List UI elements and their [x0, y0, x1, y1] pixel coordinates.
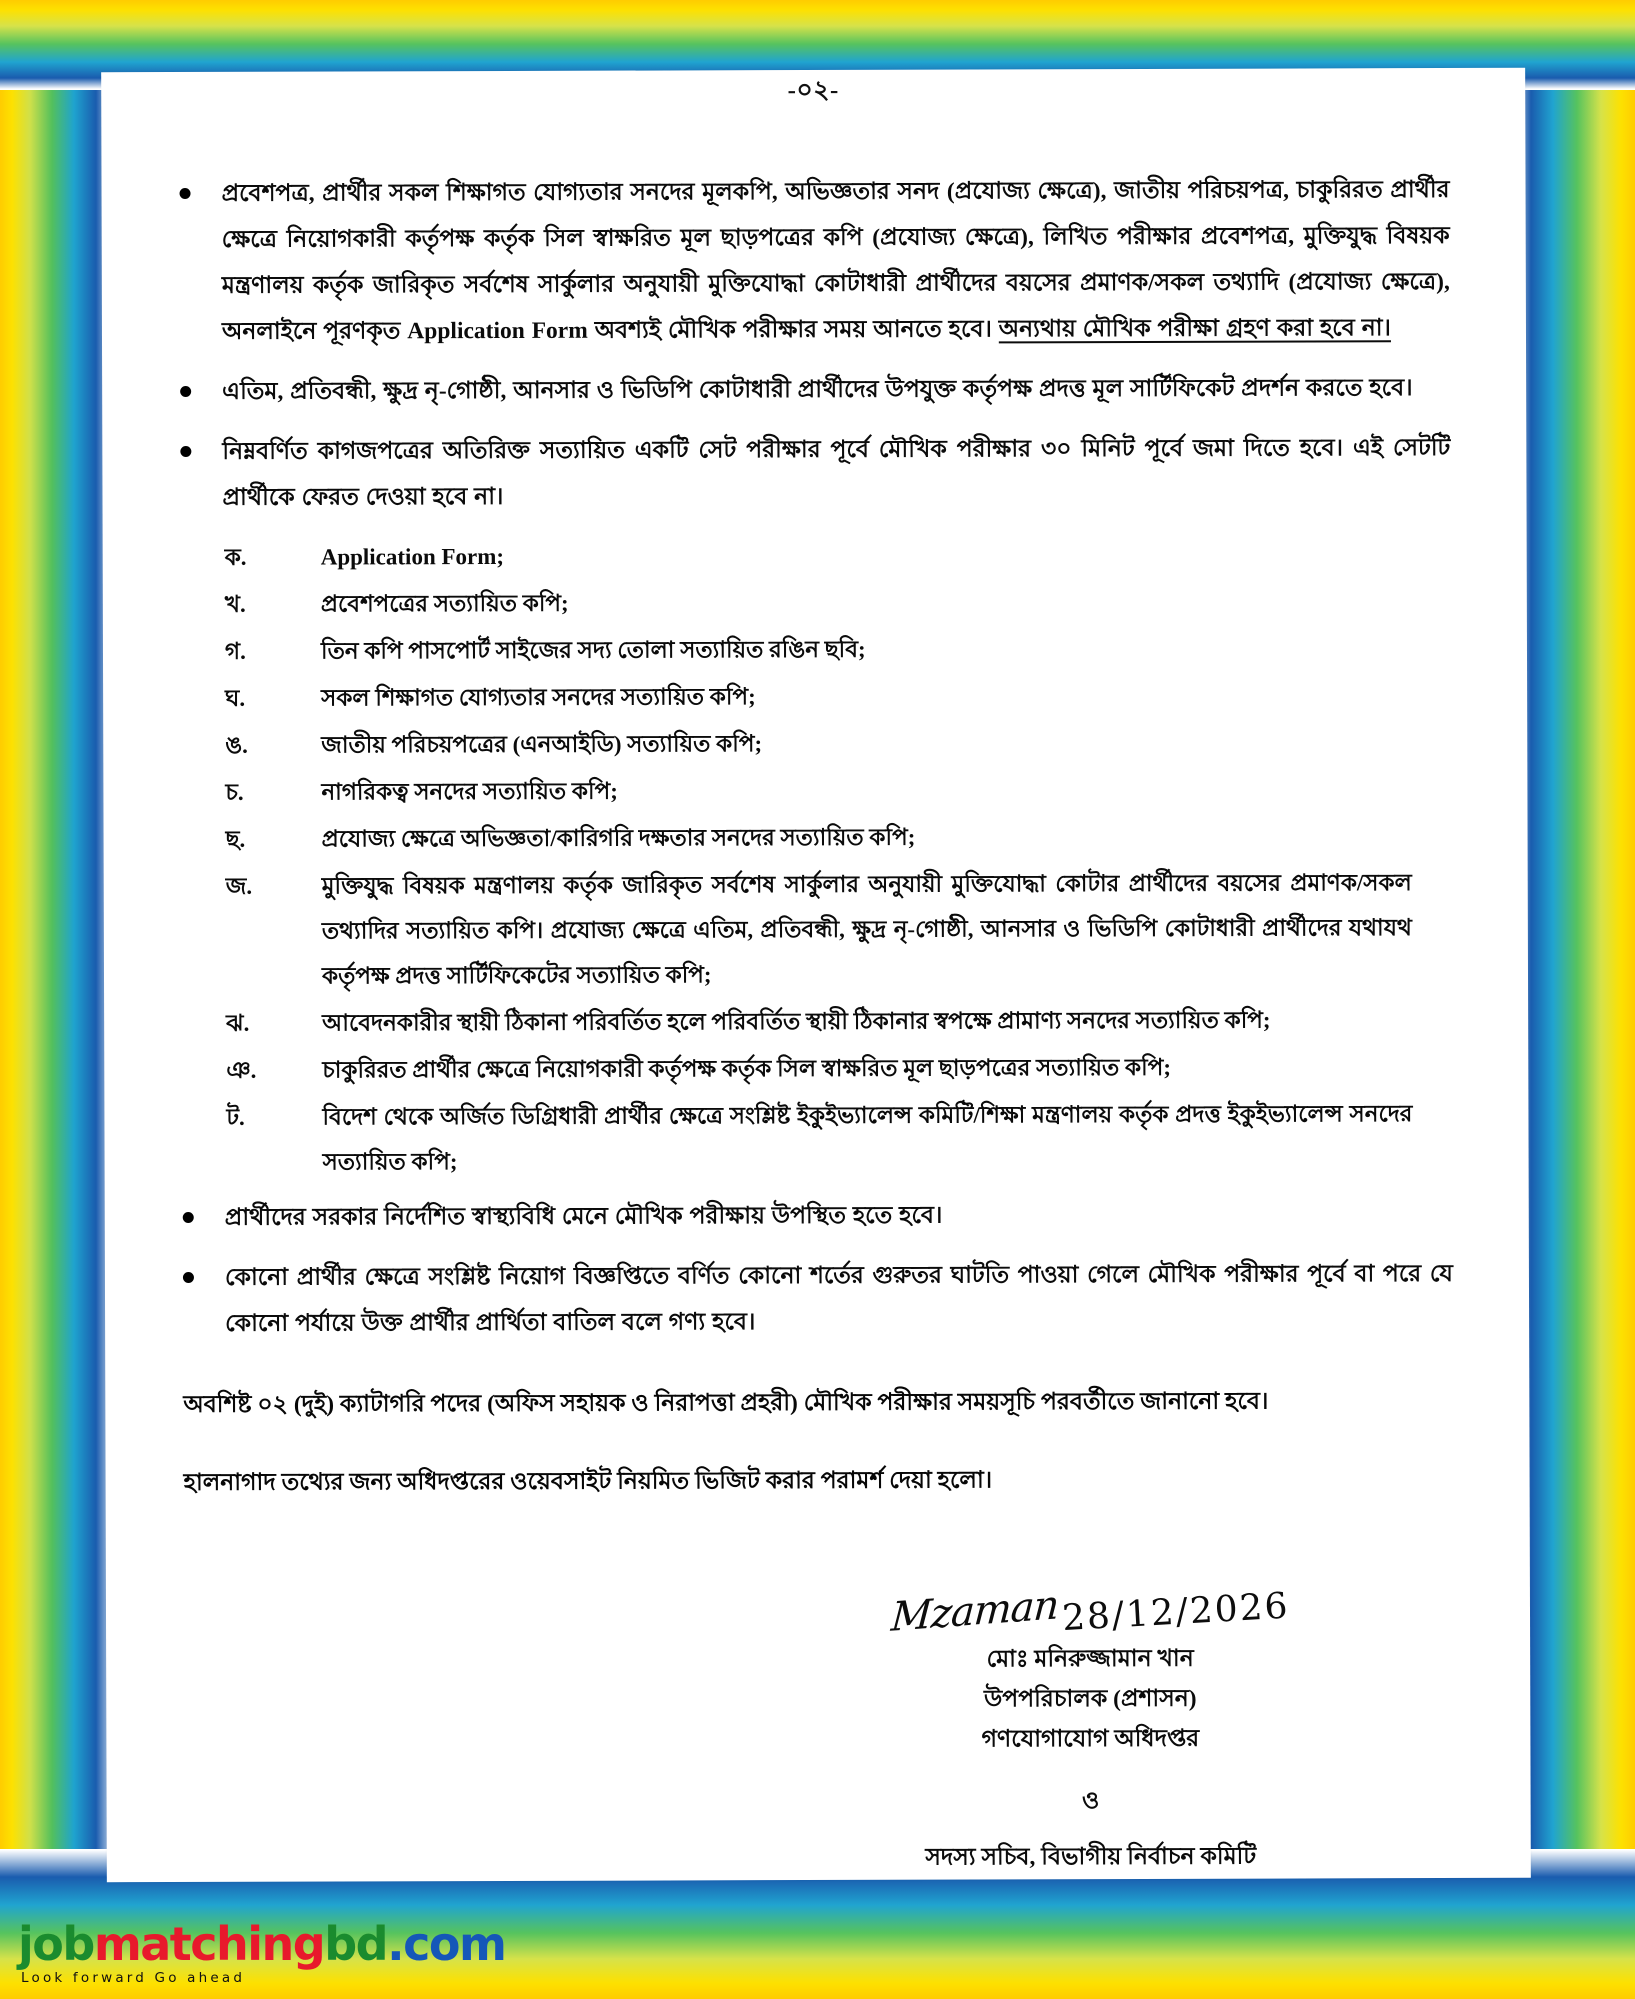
list-item-marker: ছ. — [225, 826, 246, 852]
watermark-tagline: Look forward Go ahead — [21, 1969, 246, 1986]
handwritten-signature: Mzaman — [889, 1582, 1060, 1641]
bullet-cancellation — [165, 1251, 1453, 1347]
bullet-text: নিম্নবর্ণিত কাগজপত্রের অতিরিক্ত সত্যায়িত একটি সেট পরীক্ষার পূর্বে মৌখিক পরীক্ষার ৩০ মিনিট পূর্বে জমা দিতে হবে। এই সেটটি প্রার্থীকে ফেরত দেওয়া হবে না। — [222, 435, 1451, 511]
bullet-dot-icon — [180, 188, 191, 199]
bullet-health-rules — [165, 1191, 1453, 1241]
list-item — [225, 578, 1451, 627]
list-item — [225, 672, 1451, 721]
note-visit-website: হালনাগাদ তথ্যের জন্য অধিদপ্তরের ওয়েবসাইট নিয়মিত ভিজিট করার পরামর্শ দেয়া হলো। — [183, 1467, 993, 1496]
list-item-marker: ঘ. — [225, 685, 246, 711]
bullet-text: এতিম, প্রতিবন্ধী, ক্ষুদ্র নৃ-গোষ্ঠী, আনসার ও ভিডিপি কোটাধারী প্রার্থীদের উপযুক্ত কর্তৃপক্ষ প্রদত্ত মূল সার্টিফিকেট প্রদর্শন করতে হবে। — [222, 375, 1413, 405]
list-item — [225, 625, 1451, 674]
list-item-marker: ঝ. — [226, 1010, 250, 1036]
scanned-document-page — [101, 68, 1531, 1882]
bullet-attested-set — [162, 425, 1450, 521]
required-papers-sublist — [163, 531, 1453, 1185]
bullet-text: প্রবেশপত্র, প্রার্থীর সকল শিক্ষাগত যোগ্যতার সনদের মূলকপি, অভিজ্ঞতার সনদ (প্রযোজ্য ক্ষেত্রে), জাতীয় পরিচয়পত্র, চাকুরিরত প্রার্থীর ক্ষেত্রে নিয়োগকারী কর্তৃপক্ষ কর্তৃক সিল স্বাক্ষরিত মূল ছাড়পত্রের কপি (প্রযোজ্য ক্ষেত্রে), লিখিত পরীক্ষার প্রবেশপত্র, মুক্তিযুদ্ধ বিষয়ক মন্ত্রণালয় কর্তৃক জারিকৃত সর্বশেষ সার্কুলার অনুযায়ী মুক্তিযোদ্ধা কোটাধারী প্রার্থীদের বয়সের প্রমাণক/সকল তথ্যাদি (প্রযোজ্য ক্ষেত্রে), অনলাইনে পূরণকৃত — [221, 177, 1450, 345]
list-item-label: আবেদনকারীর স্থায়ী ঠিকানা পরিবর্তিত হলে পরিবর্তিত স্থায়ী ঠিকানার স্বপক্ষে প্রামাণ্য সনদের সত্যায়িত কপি; — [322, 1007, 1271, 1036]
list-item-label: বিদেশ থেকে অর্জিত ডিগ্রিধারী প্রার্থীর ক্ষেত্রে সংশ্লিষ্ট ইকুইভ্যালেন্স কমিটি/শিক্ষা মন্ত্রণালয় কর্তৃক প্রদত্ত ইকুইভ্যালেন্স সনদের সত্যায়িত কপি; — [322, 1101, 1413, 1175]
site-watermark-logo — [18, 1916, 506, 1986]
list-item-label: সকল শিক্ষাগত যোগ্যতার সনদের সত্যায়িত কপি; — [321, 684, 756, 711]
list-item-label: প্রযোজ্য ক্ষেত্রে অভিজ্ঞতা/কারিগরি দক্ষতার সনদের সত্যায়িত কপি; — [321, 824, 916, 852]
page-number: -০২- — [787, 76, 839, 105]
watermark-job: job — [18, 1916, 94, 1971]
handwritten-signature-date: 28/12/2026 — [1060, 1585, 1291, 1640]
list-item-label: Application Form; — [320, 543, 505, 570]
watermark-bd: bd — [324, 1916, 388, 1971]
list-item-label: জাতীয় পরিচয়পত্রের (এনআইডি) সত্যায়িত কপি; — [321, 731, 763, 758]
document-body — [161, 167, 1454, 1880]
list-item-marker: চ. — [225, 779, 244, 805]
list-item-marker: জ. — [225, 873, 253, 899]
list-item-label: চাকুরিরত প্রার্থীর ক্ষেত্রে নিয়োগকারী কর্তৃপক্ষ কর্তৃক সিল স্বাক্ষরিত মূল ছাড়পত্রের সত্যায়িত কপি; — [322, 1054, 1172, 1083]
primary-bullet-list — [161, 167, 1450, 521]
list-item — [226, 1091, 1452, 1185]
bullet-text-continued: অবশ্যই মৌখিক পরীক্ষার সময় আনতে হবে। — [587, 316, 999, 344]
secondary-bullet-list — [165, 1191, 1453, 1347]
bullet-documents-required — [161, 167, 1450, 355]
application-form-label: Application Form — [407, 317, 588, 345]
bullet-text-underlined: অন্যথায় মৌখিক পরীক্ষা গ্রহণ করা হবে না। — [998, 315, 1391, 343]
list-item-marker: ক. — [224, 544, 247, 570]
watermark-matching: matching — [93, 1916, 325, 1971]
signature-block — [166, 1582, 1455, 1880]
list-item — [226, 860, 1452, 999]
list-item-marker: ঞ. — [226, 1057, 257, 1083]
bullet-dot-icon — [183, 1272, 194, 1283]
list-item-marker: ট. — [226, 1104, 245, 1130]
list-item-marker: ঙ. — [225, 732, 248, 758]
signatory-organization: গণযোগাযোগ অধিদপ্তর — [981, 1725, 1200, 1753]
signatory-name: মোঃ মনিরুজ্জামান খান — [986, 1645, 1194, 1673]
list-item — [225, 766, 1451, 815]
list-item — [226, 1044, 1452, 1093]
list-item-label: নাগরিকত্ব সনদের সত্যায়িত কপি; — [321, 778, 618, 805]
bullet-quota-certificate — [162, 365, 1450, 415]
bullet-dot-icon — [180, 386, 191, 397]
list-item-label: তিন কপি পাসপোর্ট সাইজের সদ্য তোলা সত্যায়িত রঙিন ছবি; — [320, 636, 866, 664]
list-item-marker: গ. — [224, 638, 246, 664]
bullet-dot-icon — [180, 446, 191, 457]
list-item-label: মুক্তিযুদ্ধ বিষয়ক মন্ত্রণালয় কর্তৃক জারিকৃত সর্বশেষ সার্কুলার অনুযায়ী মুক্তিযোদ্ধা কোটার প্রার্থীদের বয়সের প্রমাণক/সকল তথ্যাদির সত্যায়িত কপি। প্রযোজ্য ক্ষেত্রে এতিম, প্রতিবন্ধী, ক্ষুদ্র নৃ-গোষ্ঠী, আনসার ও ভিডিপি কোটাধারী প্রার্থীদের যথাযথ কর্তৃপক্ষ প্রদত্ত সার্টিফিকেটের সত্যায়িত কপি; — [321, 870, 1412, 989]
list-item — [225, 531, 1451, 580]
note-remaining-categories: অবশিষ্ট ০২ (দুই) ক্যাটাগরি পদের (অফিস সহায়ক ও নিরাপত্তা প্রহরী) মৌখিক পরীক্ষার সময়সূচি পরবর্তীতে জানানো হবে। — [183, 1388, 1269, 1418]
bullet-text: প্রার্থীদের সরকার নির্দেশিত স্বাস্থ্যবিধি মেনে মৌখিক পরীক্ষায় উপস্থিত হতে হবে। — [224, 1202, 943, 1231]
list-item-label: প্রবেশপত্রের সত্যায়িত কপি; — [320, 590, 569, 617]
watermark-wordmark — [18, 1916, 506, 1971]
bullet-dot-icon — [183, 1212, 194, 1223]
signatory-conjunction: ও — [1081, 1788, 1100, 1815]
list-item — [226, 813, 1452, 862]
bullet-text: কোনো প্রার্থীর ক্ষেত্রে সংশ্লিষ্ট নিয়োগ বিজ্ঞপ্তিতে বর্ণিত কোনো শর্তের গুরুতর ঘাটতি পাওয়া গেলে মৌখিক পরীক্ষার পূর্বে বা পরে যে কোনো পর্যায়ে উক্ত প্রার্থীর প্রার্থিতা বাতিল বলে গণ্য হবে। — [224, 1261, 1453, 1337]
list-item — [225, 719, 1451, 768]
list-item — [226, 997, 1452, 1046]
signatory-committee-role: সদস্য সচিব, বিভাগীয় নির্বাচন কমিটি — [925, 1843, 1257, 1871]
watermark-dotcom: .com — [387, 1916, 506, 1971]
list-item-marker: খ. — [224, 591, 246, 617]
signatory-designation: উপপরিচালক (প্রশাসন) — [983, 1685, 1197, 1713]
